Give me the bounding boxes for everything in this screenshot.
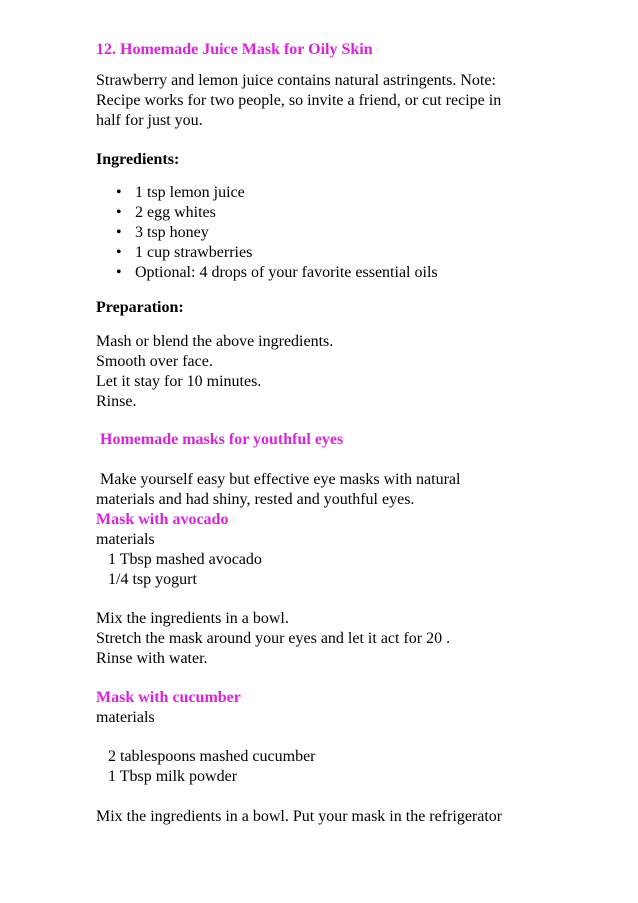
cucumber-mask-title: Mask with cucumber [96,689,241,706]
cucumber-steps [96,807,502,827]
section1-title: 12. Homemade Juice Mask for Oily Skin [96,41,373,58]
section2-title: Homemade masks for youthful eyes [96,431,344,448]
preparation-heading: Preparation: [96,299,184,316]
list-item [96,243,596,263]
bullet-icon: • [116,224,122,241]
bullet-icon: • [116,204,122,221]
bullet-icon: • [116,264,122,281]
preparation-step: Rinse. [96,393,137,410]
section2-intro-line-2: materials and had shiny, rested and youthful eyes. [96,491,415,508]
section1-intro-line-3: half for just you. [96,112,203,129]
section2-intro [96,470,460,510]
preparation-step: Let it stay for 10 minutes. [96,373,262,390]
material-item: 2 tablespoons mashed cucumber [96,748,316,765]
preparation-steps [96,332,333,412]
section1-intro-line-2: Recipe works for two people, so invite a friend, or cut recipe in [96,92,502,109]
ingredients-list [96,183,596,283]
ingredients-heading: Ingredients: [96,151,180,168]
section2-intro-line-1: Make yourself easy but effective eye masks with natural [96,471,461,488]
cucumber-materials [96,747,316,787]
section1-intro [96,71,501,131]
cucumber-materials-label: materials [96,709,155,726]
avocado-mask-title: Mask with avocado [96,511,229,528]
list-item [96,263,596,283]
list-item [96,203,596,223]
ingredient-text: Optional: 4 drops of your favorite essential oils [135,264,438,281]
step-line: Mix the ingredients in a bowl. Put your mask in the refrigerator [96,808,503,825]
preparation-step: Mash or blend the above ingredients. [96,333,334,350]
ingredient-text: 1 cup strawberries [135,244,253,261]
section1-intro-line-1: Strawberry and lemon juice contains natural astringents. Note: [96,72,496,89]
avocado-materials-label: materials [96,531,155,548]
bullet-icon: • [116,244,122,261]
material-item: 1/4 tsp yogurt [96,571,197,588]
material-item: 1 Tbsp mashed avocado [96,551,262,568]
list-item [96,183,596,203]
step-line: Stretch the mask around your eyes and let it act for 20 . [96,630,451,647]
avocado-materials [96,550,262,590]
step-line: Mix the ingredients in a bowl. [96,610,289,627]
ingredient-text: 3 tsp honey [135,224,209,241]
avocado-steps [96,609,450,669]
list-item [96,223,596,243]
ingredient-text: 1 tsp lemon juice [135,184,245,201]
step-line: Rinse with water. [96,650,208,667]
material-item: 1 Tbsp milk powder [96,768,238,785]
preparation-step: Smooth over face. [96,353,213,370]
ingredient-text: 2 egg whites [135,204,216,221]
bullet-icon: • [116,184,122,201]
